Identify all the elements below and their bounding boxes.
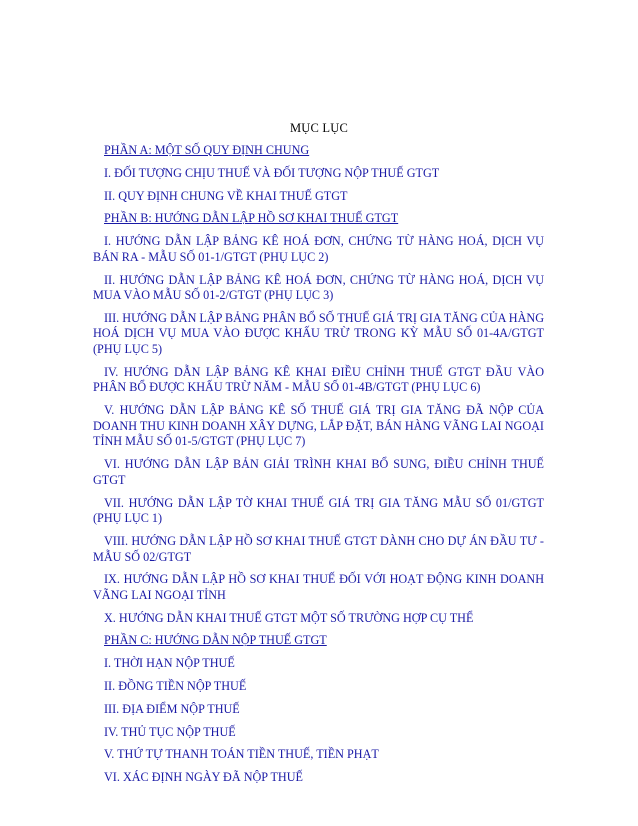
toc-item-c-2[interactable]: II. ĐỒNG TIỀN NỘP THUẾ xyxy=(104,679,247,694)
toc-item-b-9[interactable]: IX. HƯỚNG DẪN LẬP HỒ SƠ KHAI THUẾ ĐỐI VỚI HOẠT ĐỘNG KINH DOANH VÃNG LAI NGOẠI TỈNH xyxy=(93,572,544,602)
toc-item-c-5[interactable]: V. THỨ TỰ THANH TOÁN TIỀN THUẾ, TIỀN PHẠT xyxy=(104,747,379,762)
toc-item-b-10[interactable]: X. HƯỚNG DẪN KHAI THUẾ GTGT MỘT SỐ TRƯỜNG HỢP CỤ THỂ xyxy=(104,610,474,625)
toc-item-c-1[interactable]: I. THỜI HẠN NỘP THUẾ xyxy=(104,656,235,671)
toc-part-b[interactable]: PHẦN B: HƯỚNG DẪN LẬP HỒ SƠ KHAI THUẾ GTGT xyxy=(104,211,399,226)
toc-part-c[interactable]: PHẦN C: HƯỚNG DẪN NỘP THUẾ GTGT xyxy=(104,633,327,648)
toc-item-c-6[interactable]: VI. XÁC ĐỊNH NGÀY ĐÃ NỘP THUẾ xyxy=(104,770,303,785)
toc-item-b-7[interactable]: VII. HƯỚNG DẪN LẬP TỜ KHAI THUẾ GIÁ TRỊ GIA TĂNG MẪU SỐ 01/GTGT (PHỤ LỤC 1) xyxy=(93,495,544,526)
toc-item-a-1[interactable]: I. ĐỐI TƯỢNG CHỊU THUẾ VÀ ĐỐI TƯỢNG NỘP THUẾ GTGT xyxy=(104,165,440,180)
table-of-contents xyxy=(93,143,544,793)
toc-item-b-1[interactable]: I. HƯỚNG DẪN LẬP BẢNG KÊ HOÁ ĐƠN, CHỨNG TỪ HÀNG HOÁ, DỊCH VỤ BÁN RA - MẪU SỐ 01-1/GTGT (PHỤ LỤC 2) xyxy=(93,234,544,264)
toc-item-b-5[interactable]: V. HƯỚNG DẪN LẬP BẢNG KÊ SỐ THUẾ GIÁ TRỊ GIA TĂNG ĐÃ NỘP CỦA DOANH THU KINH DOANH XÂY DỰNG, LẮP ĐẶT, BÁN HÀNG VÃNG LAI NGOẠI TỈNH MẪU SỐ 01-5/GTGT (PHỤ LỤC 7) xyxy=(93,403,544,449)
toc-item-a-2[interactable]: II. QUY ĐỊNH CHUNG VỀ KHAI THUẾ GTGT xyxy=(104,188,348,203)
toc-item-c-3[interactable]: III. ĐỊA ĐIỂM NỘP THUẾ xyxy=(104,701,240,716)
toc-item-b-4[interactable]: IV. HƯỚNG DẪN LẬP BẢNG KÊ KHAI ĐIỀU CHỈNH THUẾ GTGT ĐẦU VÀO PHÂN BỔ ĐƯỢC KHẤU TRỪ NĂM - MẪU SỐ 01-4B/GTGT (PHỤ LỤC 6) xyxy=(93,364,544,395)
toc-item-b-6[interactable]: VI. HƯỚNG DẪN LẬP BẢN GIẢI TRÌNH KHAI BỔ SUNG, ĐIỀU CHỈNH THUẾ GTGT xyxy=(93,457,544,487)
page-title: MỤC LỤC xyxy=(289,121,348,135)
toc-item-c-4[interactable]: IV. THỦ TỤC NỘP THUẾ xyxy=(104,724,236,739)
toc-part-a[interactable]: PHẦN A: MỘT SỐ QUY ĐỊNH CHUNG xyxy=(104,143,310,157)
toc-item-b-3[interactable]: III. HƯỚNG DẪN LẬP BẢNG PHÂN BỔ SỐ THUẾ GIÁ TRỊ GIA TĂNG CỦA HÀNG HOÁ DỊCH VỤ MUA VÀO ĐƯỢC KHẤU TRỪ TRONG KỲ MẪU SỐ 01-4A/GTGT (PHỤ LỤC 5) xyxy=(93,310,544,357)
toc-item-b-2[interactable]: II. HƯỚNG DẪN LẬP BẢNG KÊ HOÁ ĐƠN, CHỨNG TỪ HÀNG HOÁ, DỊCH VỤ MUA VÀO MẪU SỐ 01-2/GTGT (PHỤ LỤC 3) xyxy=(93,272,544,303)
toc-item-b-8[interactable]: VIII. HƯỚNG DẪN LẬP HỒ SƠ KHAI THUẾ GTGT DÀNH CHO DỰ ÁN ĐẦU TƯ - MẪU SỐ 02/GTGT xyxy=(93,533,544,564)
